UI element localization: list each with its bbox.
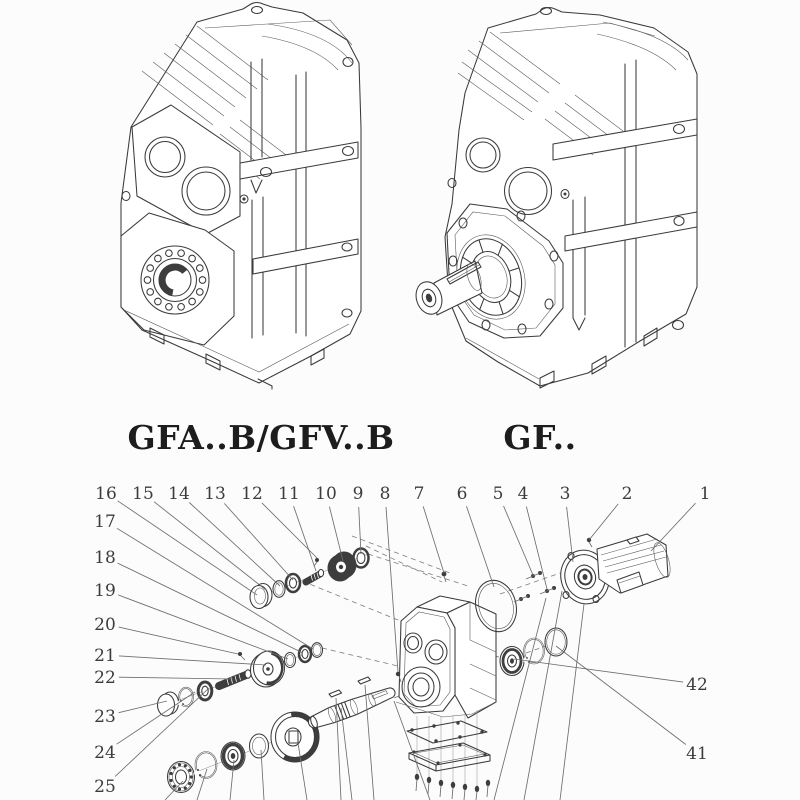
gearbox-line-drawing-right [412, 8, 697, 389]
snap-ring [523, 638, 544, 664]
shaft-key [329, 690, 342, 697]
motor-assembly [470, 534, 674, 676]
leader-line-1 [651, 503, 696, 551]
callout-1: 1 [699, 484, 711, 504]
leader-line-7 [423, 506, 444, 573]
callout-22: 22 [94, 668, 116, 688]
leader-line-8 [386, 507, 398, 672]
callout-4: 4 [517, 484, 529, 504]
leader-line-3 [567, 507, 573, 562]
callout-41: 41 [686, 744, 708, 764]
leader-line-13 [224, 503, 293, 580]
model-label-left: GFA..B/GFV..B [127, 418, 395, 457]
callout-3: 3 [559, 484, 571, 504]
callout-21: 21 [94, 646, 116, 666]
part-18-bearing [299, 646, 311, 662]
part-7-bolt [442, 572, 447, 582]
output-shaft-assembly [168, 677, 396, 793]
callout-7: 7 [413, 484, 425, 504]
part-14-ring [273, 581, 285, 598]
gearbox-line-drawing-left [121, 3, 361, 390]
leader-line-22 [119, 677, 233, 679]
leader-line-18 [118, 563, 303, 653]
callout-13: 13 [204, 484, 226, 504]
leader-line-4 [526, 507, 547, 589]
callout-23: 23 [94, 707, 116, 727]
leader-line-16 [118, 501, 257, 595]
part-13-bearing [286, 574, 300, 592]
pan-bolts [415, 774, 490, 800]
leader-line-20 [119, 627, 238, 654]
washer [250, 734, 269, 758]
model-label-right: GF.. [503, 418, 577, 457]
leader-line-2 [589, 504, 618, 540]
callout-8: 8 [379, 484, 391, 504]
bolt-axis-lines [417, 710, 477, 786]
callout-12: 12 [241, 484, 263, 504]
part-21-gear-disc [251, 651, 285, 687]
leader-line-15 [154, 502, 266, 590]
callout-11: 11 [278, 484, 300, 504]
part-22-splined-shaft [219, 670, 251, 686]
callout-17: 17 [94, 512, 116, 532]
callout-6: 6 [456, 484, 468, 504]
leader-line-6 [467, 506, 495, 587]
callout-14: 14 [168, 484, 190, 504]
leader-line-12 [262, 503, 317, 558]
callout-18: 18 [94, 548, 116, 568]
callout-2: 2 [621, 484, 633, 504]
part-42-bearing [500, 647, 524, 676]
ball-bearing [168, 762, 195, 793]
part-25-bearing [198, 682, 212, 700]
callout-10: 10 [315, 484, 337, 504]
callout-25: 25 [94, 777, 116, 797]
callout-5: 5 [492, 484, 504, 504]
part-17-ring [312, 643, 323, 658]
exploded-parts-diagram [94, 484, 710, 800]
callout-42: 42 [686, 675, 708, 695]
leader-line-10 [329, 507, 343, 561]
gasket [407, 721, 487, 743]
gear-housing [396, 572, 496, 800]
part-20-screw [238, 652, 245, 660]
leader-line-11 [294, 506, 316, 571]
part-24-snap-ring [178, 687, 194, 707]
callout-24: 24 [94, 743, 116, 763]
shaft-key [358, 677, 371, 684]
housing-front-plate [399, 607, 455, 713]
part-12-screw [314, 558, 319, 566]
leader-line-24 [117, 692, 195, 744]
leader-line-21 [119, 656, 266, 665]
leader-line-9 [359, 507, 361, 554]
part-1-motor [597, 534, 673, 593]
part-23-end-cap [158, 692, 179, 716]
oil-pan [409, 743, 490, 771]
callout-20: 20 [94, 615, 116, 635]
callout-16: 16 [95, 484, 117, 504]
part-19-ring [285, 653, 296, 668]
intermediate-shaft-assembly [158, 643, 323, 716]
callout-9: 9 [352, 484, 364, 504]
part-11-pinion-shaft [306, 569, 324, 582]
flange-screws [514, 571, 556, 602]
leader-line-41 [556, 646, 686, 745]
callout-19: 19 [94, 581, 116, 601]
input-shaft-assembly [250, 549, 369, 609]
output-shaft [308, 688, 395, 729]
callout-15: 15 [132, 484, 154, 504]
